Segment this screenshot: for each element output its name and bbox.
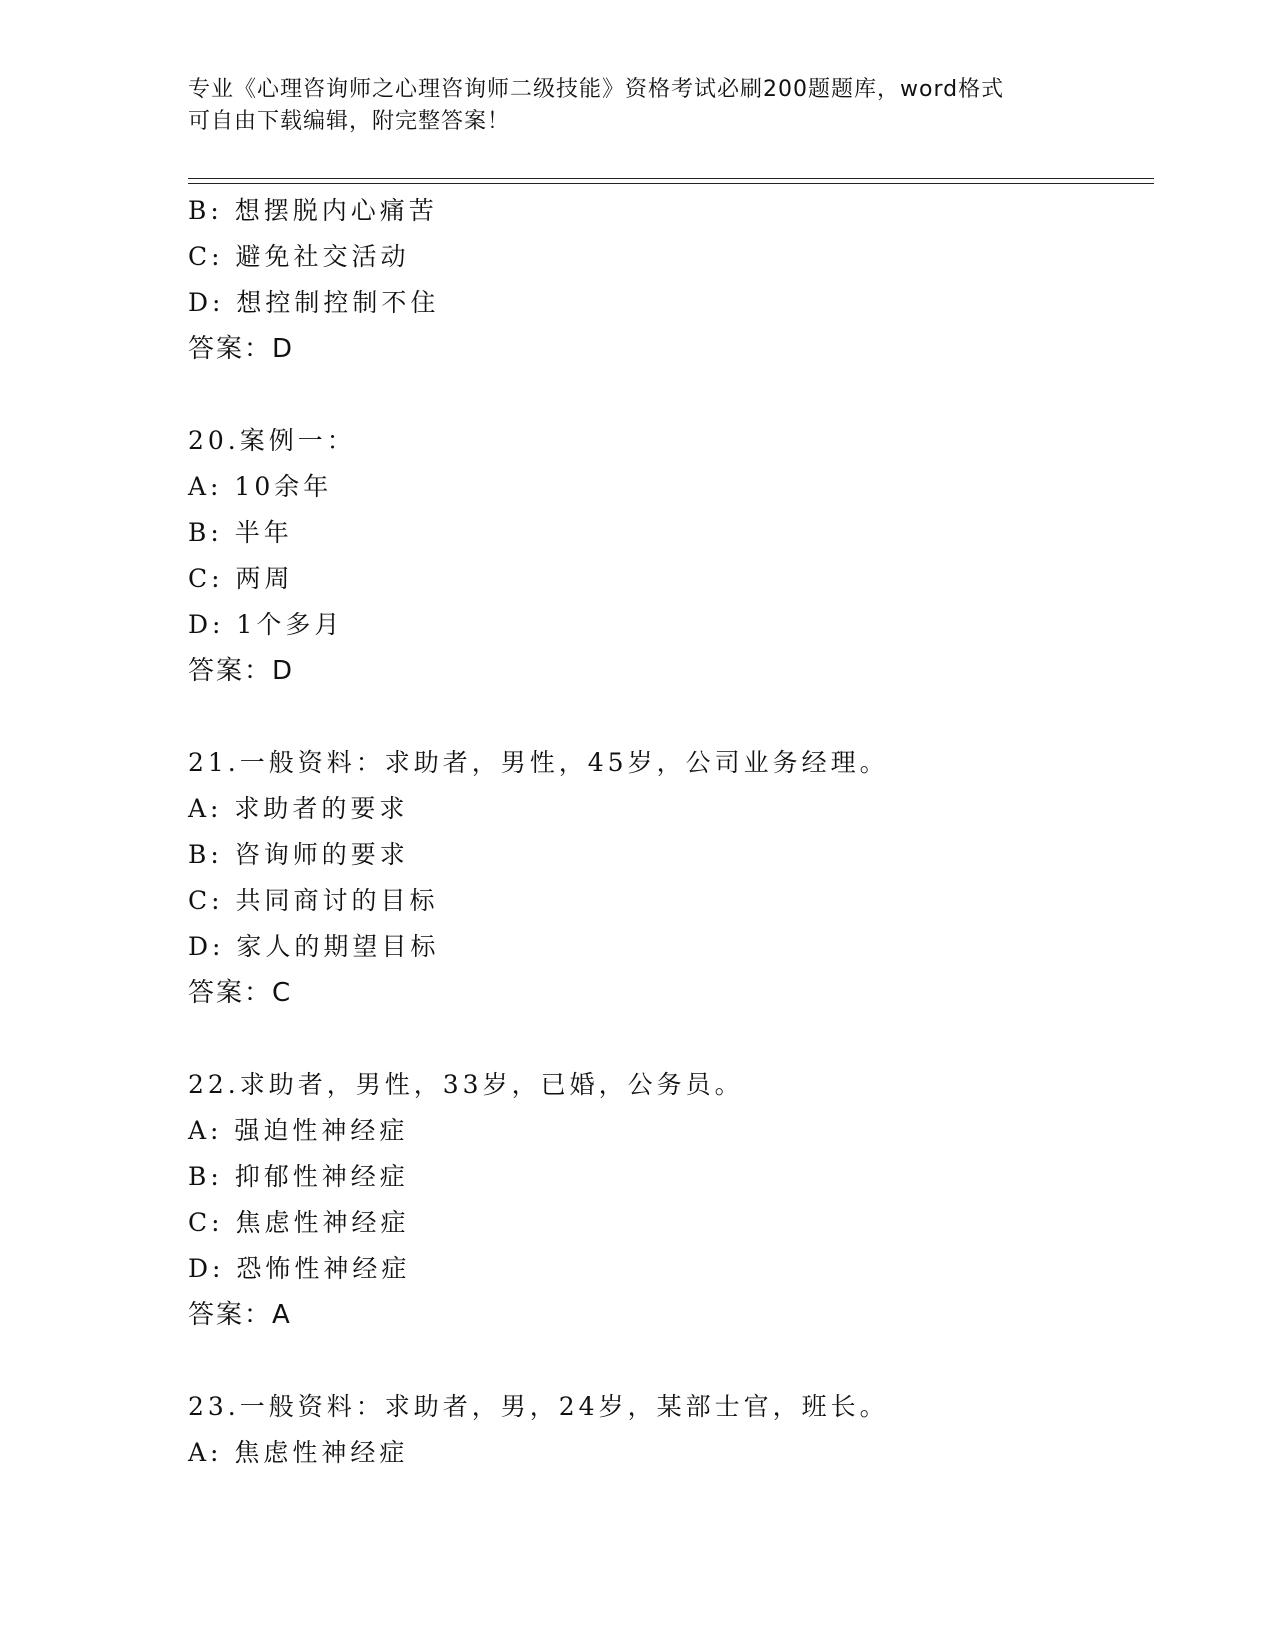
option-c: C: 焦虑性神经症: [188, 1208, 410, 1237]
question-list: [188, 188, 1148, 1476]
option-b: B: 抑郁性神经症: [188, 1162, 409, 1191]
option-a: A: 焦虑性神经症: [188, 1438, 409, 1467]
option-d: D: 1个多月: [188, 610, 344, 639]
option-d: D: 家人的期望目标: [188, 932, 440, 961]
option-d: D: 想控制控制不住: [188, 288, 440, 317]
answer-line: 答案：D: [188, 656, 295, 686]
question-title: 20.案例一：: [188, 426, 356, 455]
header-title-line-1: 专业《心理咨询师之心理咨询师二级技能》资格考试必刷200题题库，word格式: [188, 77, 1005, 102]
answer-line: 答案：C: [188, 978, 293, 1008]
header-divider-bottom: [188, 183, 1154, 184]
answer-line: 答案：D: [188, 334, 295, 364]
spacer: [188, 372, 1148, 418]
option-d: D: 恐怖性神经症: [188, 1254, 411, 1283]
option-b: B: 半年: [188, 518, 293, 547]
header-divider-top: [188, 178, 1154, 179]
question-title: 23.一般资料：求助者，男，24岁，某部士官，班长。: [188, 1392, 889, 1421]
document-header: [188, 74, 1088, 138]
question-title: 22.求助者，男性，33岁，已婚，公务员。: [188, 1070, 744, 1099]
option-c: C: 避免社交活动: [188, 242, 410, 271]
question-20: [188, 418, 1148, 694]
option-a: A: 10余年: [188, 472, 333, 501]
option-b: B: 咨询师的要求: [188, 840, 409, 869]
question-21: [188, 740, 1148, 1016]
option-c: C: 共同商讨的目标: [188, 886, 439, 915]
header-title-line-2: 可自由下载编辑，附完整答案！: [188, 109, 511, 134]
option-b: B: 想摆脱内心痛苦: [188, 196, 438, 225]
answer-line: 答案：A: [188, 1300, 292, 1330]
option-c: C: 两周: [188, 564, 294, 593]
question-23: [188, 1384, 1148, 1476]
spacer: [188, 694, 1148, 740]
spacer: [188, 1016, 1148, 1062]
question-19-continued: [188, 188, 1148, 372]
spacer: [188, 1338, 1148, 1384]
option-a: A: 求助者的要求: [188, 794, 409, 823]
question-22: [188, 1062, 1148, 1338]
option-a: A: 强迫性神经症: [188, 1116, 409, 1145]
question-title: 21.一般资料：求助者，男性，45岁，公司业务经理。: [188, 748, 889, 777]
